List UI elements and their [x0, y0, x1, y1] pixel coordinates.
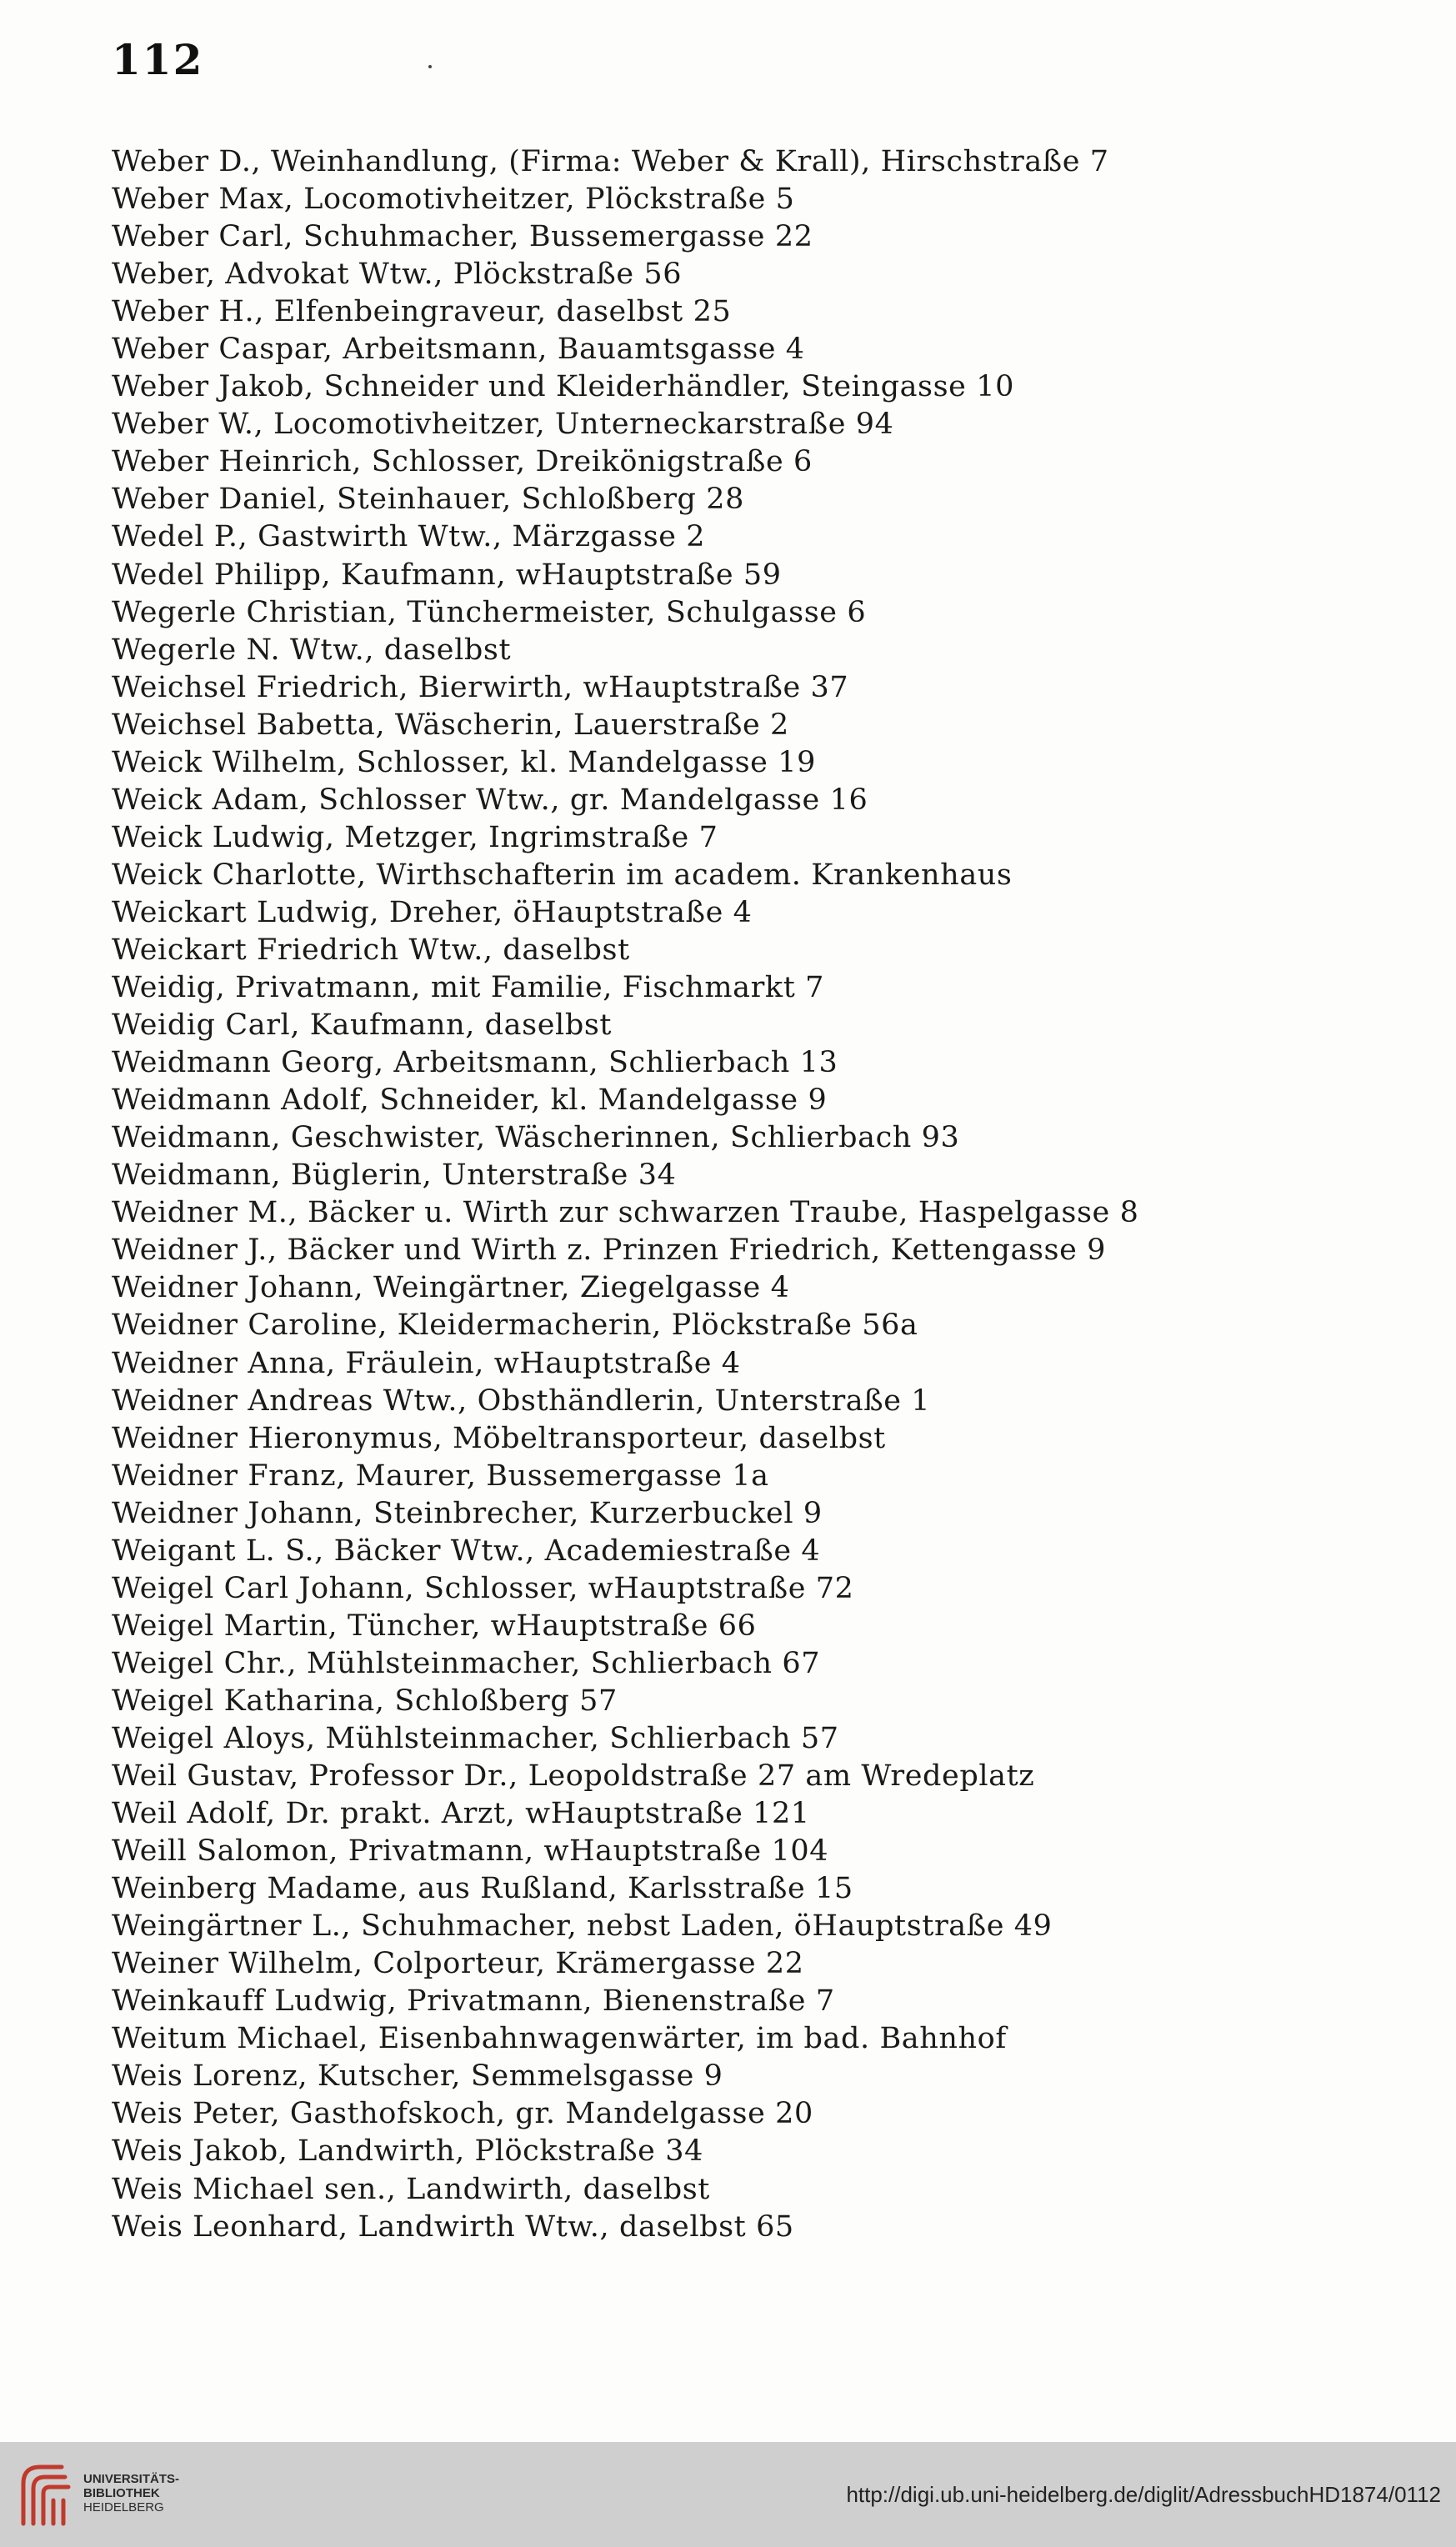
directory-entry: Weber H., Elfenbeingraveur, daselbst 25	[112, 295, 732, 329]
library-name	[83, 2472, 179, 2514]
directory-entry: Weidmann, Geschwister, Wäscherinnen, Schlierbach 93	[112, 1121, 960, 1155]
directory-entry: Weick Charlotte, Wirthschafterin im academ. Krankenhaus	[112, 858, 1013, 892]
directory-entry: Weis Jakob, Landwirth, Plöckstraße 34	[112, 2134, 703, 2169]
directory-entry: Weber Daniel, Steinhauer, Schloßberg 28	[112, 483, 744, 517]
directory-entry: Wedel P., Gastwirth Wtw., Märzgasse 2	[112, 520, 706, 554]
directory-entry: Weidig Carl, Kaufmann, daselbst	[112, 1008, 613, 1043]
directory-entry: Weitum Michael, Eisenbahnwagenwärter, im bad. Bahnhof	[112, 2022, 1007, 2056]
directory-entry: Weigant L. S., Bäcker Wtw., Academiestraße 4	[112, 1534, 821, 1568]
directory-entry: Weinkauff Ludwig, Privatmann, Bienenstraße 7	[112, 1984, 835, 2019]
directory-entry: Wedel Philipp, Kaufmann, wHauptstraße 59	[112, 558, 782, 592]
directory-entry: Weidner Anna, Fräulein, wHauptstraße 4	[112, 1346, 741, 1380]
directory-entry: Weidmann Georg, Arbeitsmann, Schlierbach 13	[112, 1046, 838, 1080]
directory-entry: Weidner Johann, Steinbrecher, Kurzerbuckel 9	[112, 1496, 823, 1530]
directory-entry: Weigel Katharina, Schloßberg 57	[112, 1684, 618, 1718]
directory-entry: Weidner J., Bäcker und Wirth z. Prinzen Friedrich, Kettengasse 9	[112, 1233, 1107, 1268]
directory-entry: Weidmann, Büglerin, Unterstraße 34	[112, 1158, 677, 1193]
directory-entry: Weigel Carl Johann, Schlosser, wHauptstraße 72	[112, 1571, 854, 1605]
directory-entry: Weil Adolf, Dr. prakt. Arzt, wHauptstraße 121	[112, 1797, 810, 1831]
directory-entry: Weigel Chr., Mühlsteinmacher, Schlierbach 67	[112, 1646, 821, 1680]
directory-entry: Weickart Friedrich Wtw., daselbst	[112, 933, 630, 967]
directory-entry: Weber W., Locomotivheitzer, Unterneckarstraße 94	[112, 408, 894, 442]
directory-entry: Weber Carl, Schuhmacher, Bussemergasse 22	[112, 220, 813, 254]
directory-entry: Weichsel Babetta, Wäscherin, Lauerstraße 2	[112, 708, 789, 742]
directory-entry: Weis Peter, Gasthofskoch, gr. Mandelgasse 20	[112, 2097, 813, 2131]
directory-entry: Weichsel Friedrich, Bierwirth, wHauptstraße 37	[112, 670, 849, 704]
directory-entry: Weidner Andreas Wtw., Obsthändlerin, Unterstraße 1	[112, 1384, 931, 1418]
viewer-footer	[0, 2442, 1456, 2547]
library-name-line: HEIDELBERG	[83, 2500, 164, 2514]
library-name-line: UNIVERSITÄTS-	[83, 2472, 180, 2486]
directory-entry: Weber D., Weinhandlung, (Firma: Weber & Krall), Hirschstraße 7	[112, 145, 1109, 178]
permalink-url[interactable]: http://digi.ub.uni-heidelberg.de/diglit/AdressbuchHD1874/0112	[846, 2482, 1441, 2507]
directory-entry: Weber, Advokat Wtw., Plöckstraße 56	[112, 258, 683, 292]
university-library-logo-icon	[15, 2459, 82, 2530]
directory-entry: Weis Michael sen., Landwirth, daselbst	[112, 2172, 710, 2206]
directory-entry: Weber Jakob, Schneider und Kleiderhändler, Steingasse 10	[112, 370, 1014, 404]
directory-entry: Weidner M., Bäcker u. Wirth zur schwarzen Traube, Haspelgasse 8	[112, 1196, 1139, 1230]
directory-entry: Wegerle Christian, Tünchermeister, Schulgasse 6	[112, 595, 867, 629]
directory-entry: Weick Wilhelm, Schlosser, kl. Mandelgasse 19	[112, 745, 816, 779]
directory-entry: Weidmann Adolf, Schneider, kl. Mandelgasse 9	[112, 1083, 828, 1118]
directory-entry: Weber Max, Locomotivheitzer, Plöckstraße 5	[112, 183, 795, 217]
directory-entry: Weis Lorenz, Kutscher, Semmelsgasse 9	[112, 2059, 723, 2094]
directory-entry: Weiner Wilhelm, Colporteur, Krämergasse 22	[112, 1947, 804, 1981]
library-name-line: BIBLIOTHEK	[83, 2486, 160, 2500]
directory-entry: Weick Ludwig, Metzger, Ingrimstraße 7	[112, 820, 718, 854]
directory-entry: Weingärtner L., Schuhmacher, nebst Laden, öHauptstraße 49	[112, 1909, 1053, 1944]
directory-entry: Weill Salomon, Privatmann, wHauptstraße 104	[112, 1834, 829, 1869]
directory-entry: Weber Heinrich, Schlosser, Dreikönigstraße 6	[112, 445, 813, 479]
directory-entry: Weidner Johann, Weingärtner, Ziegelgasse 4	[112, 1271, 790, 1305]
directory-entry: Weick Adam, Schlosser Wtw., gr. Mandelgasse 16	[112, 783, 868, 817]
directory-entries	[112, 143, 1412, 2246]
page-number: 112	[112, 35, 204, 84]
directory-entry: Wegerle N. Wtw., daselbst	[112, 633, 512, 667]
directory-entry: Weis Leonhard, Landwirth Wtw., daselbst 65	[112, 2209, 794, 2244]
directory-entry: Weidner Hieronymus, Möbeltransporteur, daselbst	[112, 1421, 886, 1455]
directory-entry: Weidig, Privatmann, mit Familie, Fischmarkt 7	[112, 971, 824, 1005]
directory-entry: Weigel Martin, Tüncher, wHauptstraße 66	[112, 1609, 757, 1643]
directory-entry: Weickart Ludwig, Dreher, öHauptstraße 4	[112, 895, 753, 929]
directory-entry: Weil Gustav, Professor Dr., Leopoldstraße 27 am Wredeplatz	[112, 1759, 1035, 1794]
directory-entry: Weber Caspar, Arbeitsmann, Bauamtsgasse 4	[112, 333, 805, 367]
directory-entry: Weidner Franz, Maurer, Bussemergasse 1a	[112, 1459, 769, 1493]
directory-entry: Weinberg Madame, aus Rußland, Karlsstraße 15	[112, 1872, 853, 1906]
directory-entry: Weigel Aloys, Mühlsteinmacher, Schlierbach 57	[112, 1721, 839, 1755]
directory-entry: Weidner Caroline, Kleidermacherin, Plöckstraße 56a	[112, 1309, 918, 1343]
print-speck	[428, 65, 432, 68]
